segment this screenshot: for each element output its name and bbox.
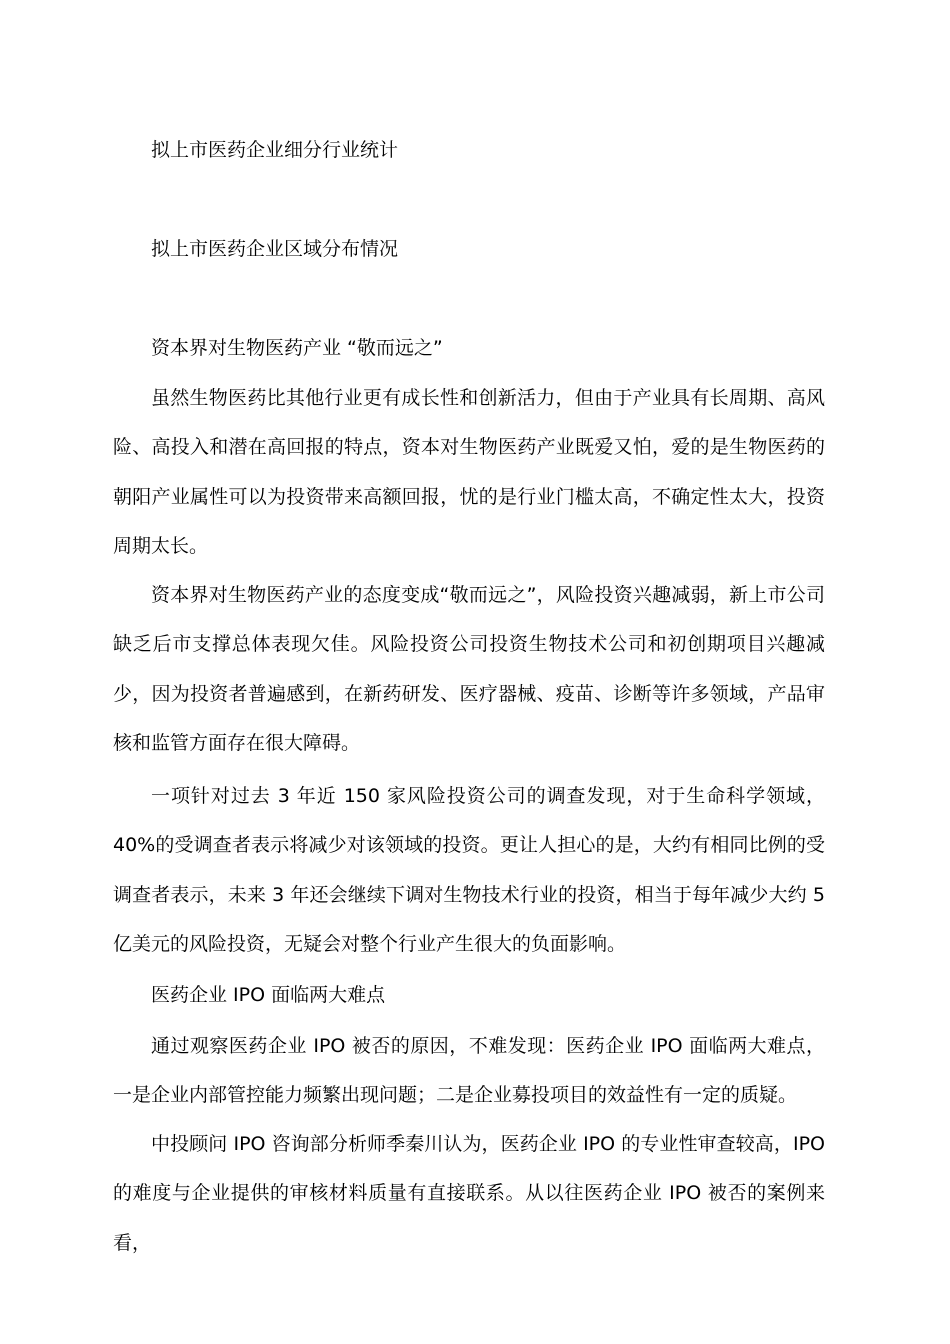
paragraph-ipo-reasons: 通过观察医药企业 IPO 被否的原因，不难发现：医药企业 IPO 面临两大难点，一是企业内部管控能力频繁出现问题；二是企业募投项目的效益性有一定的质疑。 xyxy=(113,1035,825,1107)
paragraph-capital-fear: 虽然生物医药比其他行业更有成长性和创新活力，但由于产业具有长周期、高风险、高投入和潜在高回报的特点，资本对生物医药产业既爱又怕，爱的是生物医药的朝阳产业属性可以为投资带来高额回报，忧的是行业门槛太高，不确定性太大，投资周期太长。 xyxy=(113,387,825,557)
heading-segment-stats: 拟上市医药企业细分行业统计 xyxy=(151,139,399,161)
paragraph-vc-survey: 一项针对过去 3 年近 150 家风险投资公司的调查发现，对于生命科学领域，40%的受调查者表示将减少对该领域的投资。更让人担心的是，大约有相同比例的受调查者表示，未来 3 年还会继续下调对生物技术行业的投资，相当于每年减少大约 5 亿美元的风险投资，无疑会对整个行业产生很大的负面影响。 xyxy=(113,785,825,955)
heading-ipo-difficulties: 医药企业 IPO 面临两大难点 xyxy=(151,984,386,1006)
paragraph-analyst-view: 中投顾问 IPO 咨询部分析师季秦川认为，医药企业 IPO 的专业性审查较高，IPO 的难度与企业提供的审核材料质量有直接联系。从以往医药企业 IPO 被否的案例来看， xyxy=(113,1133,825,1254)
paragraph-capital-distance: 资本界对生物医药产业的态度变成“敬而远之”，风险投资兴趣减弱，新上市公司缺乏后市支撑总体表现欠佳。风险投资公司投资生物技术公司和初创期项目兴趣减少，因为投资者普遍感到，在新药研发、医疗器械、疫苗、诊断等许多领域，产品审核和监管方面存在很大障碍。 xyxy=(113,584,825,754)
heading-capital-attitude: 资本界对生物医药产业 “敬而远之” xyxy=(151,337,443,359)
heading-regional-distribution: 拟上市医药企业区域分布情况 xyxy=(151,238,399,260)
